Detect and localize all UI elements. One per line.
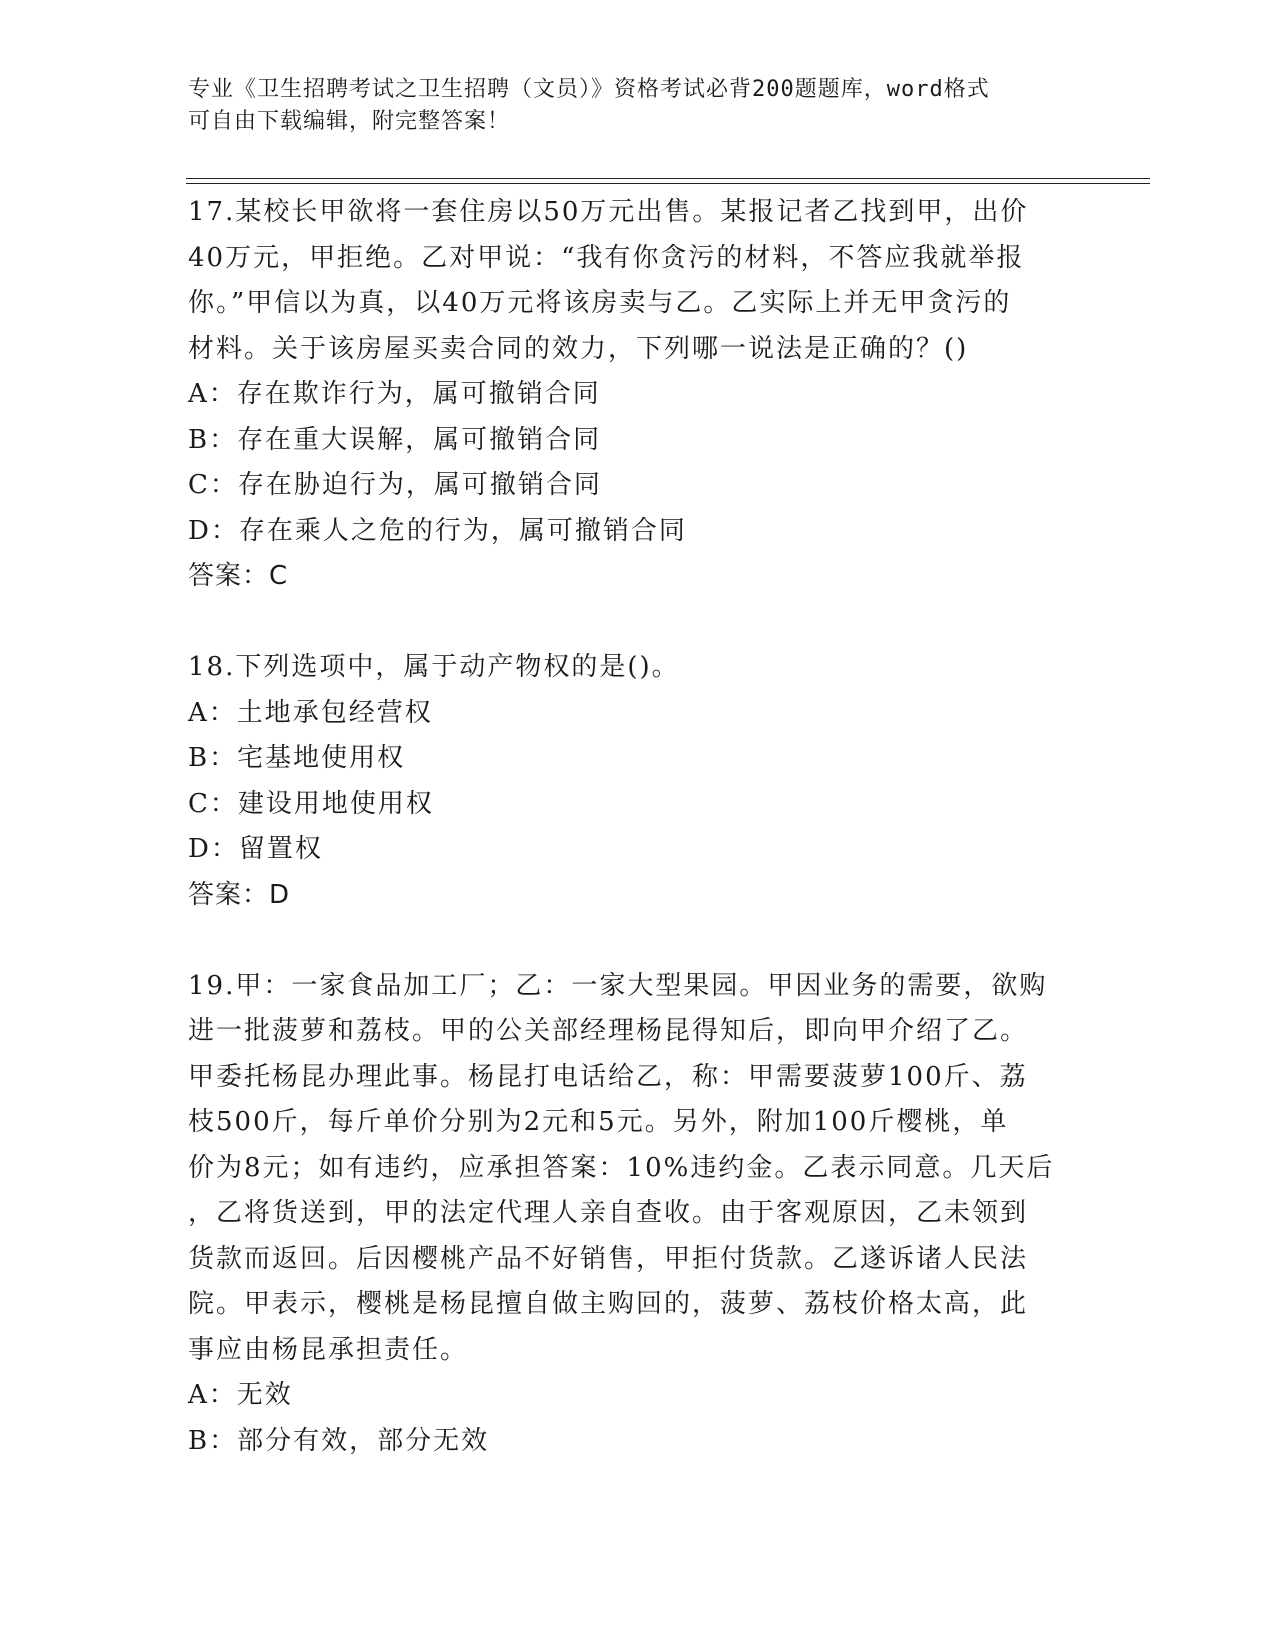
question-18 [188,645,1068,918]
question-stem-line: 40万元，甲拒绝。乙对甲说：“我有你贪污的材料，不答应我就举报 [188,242,1025,273]
question-stem-line: 院。甲表示，樱桃是杨昆擅自做主购回的，菠萝、荔枝价格太高，此 [188,1289,1029,1319]
question-stem-line: 甲委托杨昆办理此事。杨昆打电话给乙，称：甲需要菠萝100斤、荔 [188,1061,1028,1092]
question-17 [188,190,1068,600]
question-stem-line: 枝500斤，每斤单价分别为2元和5元。另外，附加100斤樱桃，单 [188,1107,1009,1137]
option-c: C：存在胁迫行为，属可撤销合同 [188,470,602,500]
header-line-2: 可自由下载编辑，附完整答案！ [188,109,511,134]
option-b: B：部分有效，部分无效 [188,1425,490,1456]
option-c: C：建设用地使用权 [188,788,434,819]
option-d: D：留置权 [188,834,323,864]
option-a: A：土地承包经营权 [188,697,433,728]
question-list [188,190,1068,1464]
spacer [188,918,1068,964]
question-stem-line: 19.甲：一家食品加工厂；乙：一家大型果园。甲因业务的需要，欲购 [188,970,1048,1001]
question-stem-line: ，乙将货送到，甲的法定代理人亲自查收。由于客观原因，乙未领到 [188,1198,1029,1228]
question-stem-line: 价为8元；如有违约，应承担答案：10%违约金。乙表示同意。几天后 [188,1152,1055,1183]
question-stem-line: 17.某校长甲欲将一套住房以50万元出售。某报记者乙找到甲，出价 [188,197,1029,227]
option-a: A：无效 [188,1380,293,1410]
question-stem-line: 事应由杨昆承担责任。 [188,1334,469,1365]
question-stem-line: 材料。关于该房屋买卖合同的效力，下列哪一说法是正确的？() [188,333,969,364]
header-divider-top [186,178,1150,179]
question-stem-line: 进一批菠萝和荔枝。甲的公关部经理杨昆得知后，即向甲介绍了乙。 [188,1016,1029,1046]
answer-line: 答案：C [188,561,289,591]
header-line-1: 专业《卫生招聘考试之卫生招聘（文员）》资格考试必背200题题库，word格式 [188,77,990,102]
option-d: D：存在乘人之危的行为，属可撤销合同 [188,515,687,546]
question-19 [188,964,1068,1465]
option-b: B：存在重大误解，属可撤销合同 [188,424,602,455]
answer-line: 答案：D [188,879,291,910]
question-stem-line: 货款而返回。后因樱桃产品不好销售，甲拒付货款。乙遂诉诸人民法 [188,1243,1029,1274]
spacer [188,600,1068,646]
option-a: A：存在欺诈行为，属可撤销合同 [188,379,601,409]
question-stem-line: 你。”甲信以为真，以40万元将该房卖与乙。乙实际上并无甲贪污的 [188,288,1012,318]
option-b: B：宅基地使用权 [188,743,406,773]
header-divider-bottom [186,183,1150,184]
question-stem-line: 18.下列选项中，属于动产物权的是()。 [188,652,680,682]
document-header [188,74,1068,138]
